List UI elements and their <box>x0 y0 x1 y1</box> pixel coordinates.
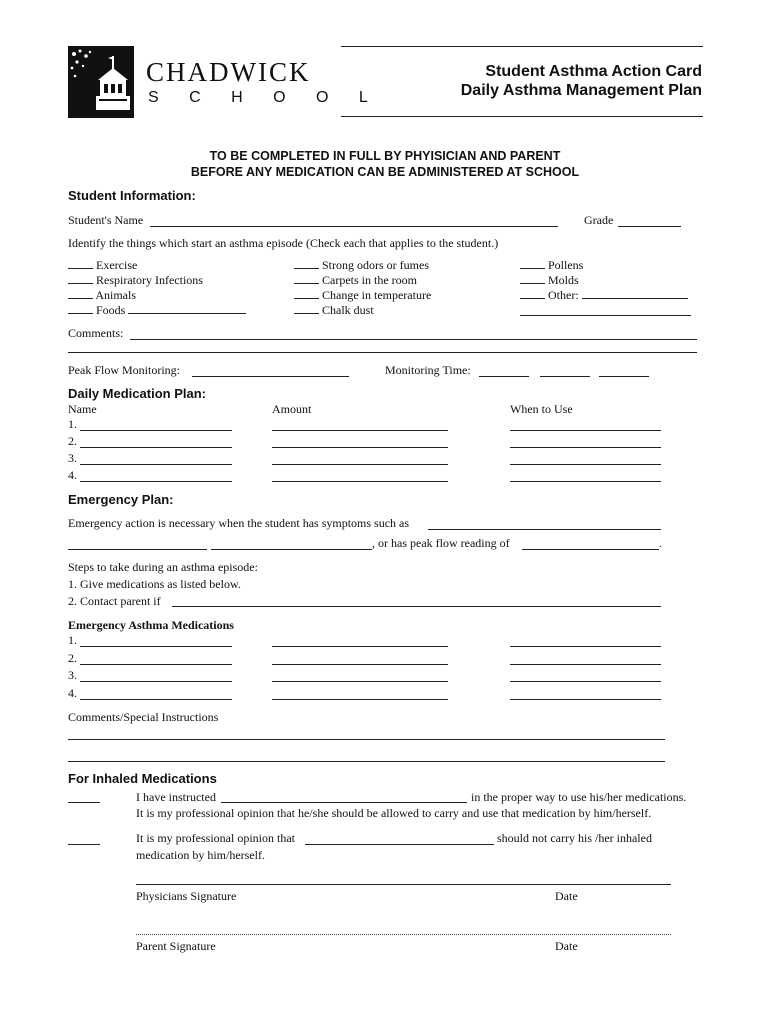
card-title: Student Asthma Action Card <box>485 63 702 80</box>
med-name-field[interactable] <box>80 481 232 482</box>
trigger-check[interactable] <box>520 258 545 269</box>
physician-signature-line[interactable] <box>136 884 671 885</box>
student-info-heading: Student Information: <box>68 188 196 203</box>
inhaled-heading: For Inhaled Medications <box>68 771 217 786</box>
med-amount-field[interactable] <box>272 447 448 448</box>
header-rule-top <box>341 46 703 47</box>
step-2: 2. Contact parent if <box>68 594 161 608</box>
trigger-item[interactable]: Change in temperature <box>294 288 431 303</box>
col-name-header: Name <box>68 402 97 416</box>
special-instructions-field-2[interactable] <box>68 761 665 762</box>
trigger-item[interactable]: Carpets in the room <box>294 273 417 288</box>
trigger-check[interactable] <box>294 303 319 314</box>
monitoring-time-field-2[interactable] <box>540 376 590 377</box>
inhaled-option-1-text-a: I have instructed <box>136 790 216 804</box>
med-name-field[interactable] <box>80 699 232 700</box>
trigger-check[interactable] <box>68 258 93 269</box>
emergency-heading: Emergency Plan: <box>68 492 174 507</box>
inhaled-option-2-text-b: should not carry his /her inhaled <box>497 831 652 845</box>
row-number: 3. <box>68 451 77 465</box>
med-when-field[interactable] <box>510 430 661 431</box>
med-name-field[interactable] <box>80 664 232 665</box>
med-name-field[interactable] <box>80 430 232 431</box>
trigger-item[interactable]: Foods <box>68 303 246 318</box>
other-field-line-2[interactable] <box>520 315 691 316</box>
opinion-name-field[interactable] <box>305 844 494 845</box>
med-when-field[interactable] <box>510 664 661 665</box>
symptoms-field[interactable] <box>428 529 661 530</box>
inhaled-option-1-text-c: It is my professional opinion that he/she should be allowed to carry and use that medication by him/herself. <box>136 806 652 820</box>
peak-reading-field[interactable] <box>522 549 659 550</box>
triggers-prompt: Identify the things which start an asthma episode (Check each that applies to the student.) <box>68 236 499 250</box>
emergency-symptoms-text: Emergency action is necessary when the student has symptoms such as <box>68 516 410 530</box>
grade-label: Grade <box>584 213 614 227</box>
peak-flow-label: Peak Flow Monitoring: <box>68 363 181 377</box>
instructed-name-field[interactable] <box>221 802 467 803</box>
med-when-field[interactable] <box>510 699 661 700</box>
step-1: 1. Give medications as listed below. <box>68 577 241 591</box>
daily-plan-heading: Daily Medication Plan: <box>68 386 206 401</box>
notice-line-2: BEFORE ANY MEDICATION CAN BE ADMINISTERED AT SCHOOL <box>190 165 580 179</box>
med-name-field[interactable] <box>80 681 232 682</box>
student-name-label: Student's Name <box>68 213 144 227</box>
trigger-item[interactable]: Strong odors or fumes <box>294 258 429 273</box>
inhaled-option-2-text-a: It is my professional opinion that <box>136 831 295 845</box>
row-number: 1. <box>68 633 77 647</box>
school-name: CHADWICK <box>146 57 311 87</box>
school-subname: S C H O O L <box>148 89 381 106</box>
symptoms-field-3[interactable] <box>211 549 372 550</box>
school-logo <box>68 46 134 118</box>
inhaled-option-2-text-c: medication by him/herself. <box>136 848 265 862</box>
med-amount-field[interactable] <box>272 481 448 482</box>
peak-reading-text: , or has peak flow reading of <box>372 536 510 550</box>
row-number: 2. <box>68 434 77 448</box>
med-name-field[interactable] <box>80 447 232 448</box>
trigger-item[interactable]: Exercise <box>68 258 137 273</box>
med-amount-field[interactable] <box>272 464 448 465</box>
monitoring-time-label: Monitoring Time: <box>385 363 471 377</box>
peak-reading-period: . <box>659 536 662 550</box>
special-instructions-field-1[interactable] <box>68 739 665 740</box>
cupola-logo-icon <box>68 46 134 118</box>
trigger-check[interactable] <box>294 288 319 299</box>
steps-label: Steps to take during an asthma episode: <box>68 560 258 574</box>
med-amount-field[interactable] <box>272 699 448 700</box>
col-when-header: When to Use <box>510 402 573 416</box>
col-amount-header: Amount <box>272 402 312 416</box>
row-number: 4. <box>68 686 77 700</box>
med-amount-field[interactable] <box>272 430 448 431</box>
grade-field[interactable] <box>618 226 681 227</box>
special-instructions-label: Comments/Special Instructions <box>68 710 219 724</box>
foods-field[interactable] <box>128 303 246 314</box>
row-number: 4. <box>68 468 77 482</box>
emergency-meds-heading: Emergency Asthma Medications <box>68 618 234 632</box>
med-amount-field[interactable] <box>272 664 448 665</box>
row-number: 3. <box>68 668 77 682</box>
trigger-check[interactable] <box>520 288 545 299</box>
med-name-field[interactable] <box>80 646 232 647</box>
header-rule-bottom <box>341 116 703 117</box>
trigger-item[interactable]: Respiratory Infections <box>68 273 203 288</box>
comments-field-line-2[interactable] <box>68 352 697 353</box>
inhaled-option-1-check[interactable] <box>68 802 100 803</box>
notice-line-1: TO BE COMPLETED IN FULL BY PHYISICIAN AND PARENT <box>209 149 561 163</box>
comments-field[interactable] <box>130 339 697 340</box>
plan-title: Daily Asthma Management Plan <box>460 82 702 99</box>
trigger-check[interactable] <box>68 303 93 314</box>
med-when-field[interactable] <box>510 681 661 682</box>
student-name-field[interactable] <box>150 226 558 227</box>
trigger-check[interactable] <box>68 273 93 284</box>
trigger-check[interactable] <box>294 258 319 269</box>
parent-signature-line[interactable] <box>136 934 671 935</box>
row-number: 2. <box>68 651 77 665</box>
trigger-check[interactable] <box>294 273 319 284</box>
med-amount-field[interactable] <box>272 681 448 682</box>
trigger-item[interactable]: Animals <box>68 288 136 303</box>
row-number: 1. <box>68 417 77 431</box>
med-when-field[interactable] <box>510 481 661 482</box>
physician-signature-label: Physicians Signature <box>136 889 237 903</box>
comments-label: Comments: <box>68 326 124 340</box>
med-name-field[interactable] <box>80 464 232 465</box>
physician-date-label: Date <box>555 889 578 903</box>
inhaled-option-1-text-b: in the proper way to use his/her medications. <box>471 790 687 804</box>
parent-date-label: Date <box>555 939 578 953</box>
peak-flow-field[interactable] <box>192 376 349 377</box>
trigger-item[interactable]: Molds <box>520 273 579 288</box>
med-when-field[interactable] <box>510 464 661 465</box>
symptoms-field-2[interactable] <box>68 549 207 550</box>
trigger-check[interactable] <box>68 288 93 299</box>
monitoring-time-field-1[interactable] <box>479 376 529 377</box>
contact-parent-field[interactable] <box>172 606 661 607</box>
med-when-field[interactable] <box>510 447 661 448</box>
trigger-item[interactable]: Chalk dust <box>294 303 374 318</box>
inhaled-option-2-check[interactable] <box>68 844 100 845</box>
monitoring-time-field-3[interactable] <box>599 376 649 377</box>
other-field[interactable] <box>582 288 688 299</box>
med-amount-field[interactable] <box>272 646 448 647</box>
parent-signature-label: Parent Signature <box>136 939 216 953</box>
trigger-check[interactable] <box>520 273 545 284</box>
trigger-item[interactable]: Pollens <box>520 258 583 273</box>
med-when-field[interactable] <box>510 646 661 647</box>
trigger-item[interactable]: Other: <box>520 288 688 303</box>
